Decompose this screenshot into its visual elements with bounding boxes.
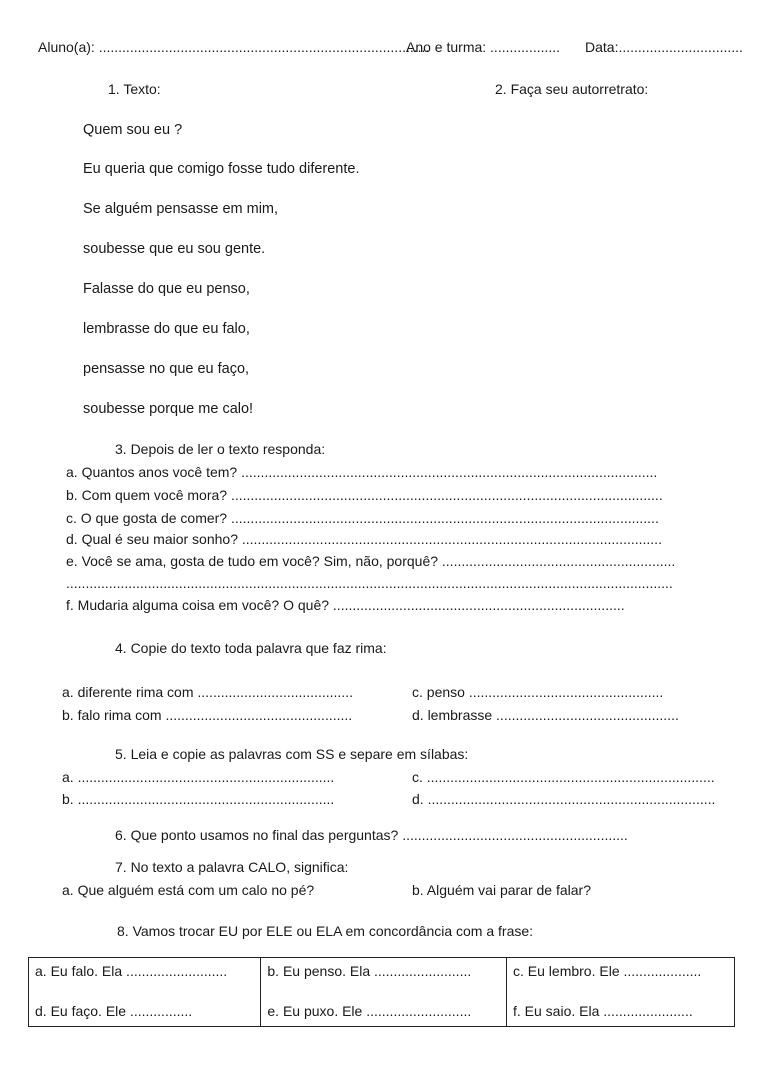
q8-cell-top: a. Eu falo. Ela .......................... <box>35 963 228 979</box>
q8-cell <box>29 958 261 1027</box>
poem-line: soubesse porque me calo! <box>83 401 254 417</box>
q3-item-e-continuation: ............................................................................................................................................................ <box>66 575 673 591</box>
q7-title: 7. No texto a palavra CALO, significa: <box>115 859 349 875</box>
q3-item-a: a. Quantos anos você tem? ........................................................................................................... <box>66 464 658 480</box>
q3-item-f: f. Mudaria alguma coisa em você? O quê? ........................................................................... <box>66 597 625 613</box>
q4-title: 4. Copie do texto toda palavra que faz rima: <box>115 640 387 656</box>
q5-item-d: d. .......................................................................... <box>412 791 716 807</box>
poem-line: Se alguém pensasse em mim, <box>83 201 279 217</box>
q5-item-a: a. .................................................................. <box>62 769 335 785</box>
q7-option-b: b. Alguém vai parar de falar? <box>412 882 591 898</box>
student-name-line: Aluno(a): ..................................................................................... <box>38 39 430 55</box>
q8-table <box>28 957 735 1027</box>
q3-item-e: e. Você se ama, gosta de tudo em você? Sim, não, porquê? ............................................................ <box>66 553 676 569</box>
q8-cell-top: c. Eu lembro. Ele .................... <box>513 963 702 979</box>
q3-title: 3. Depois de ler o texto responda: <box>115 441 326 457</box>
q8-cell-bottom: d. Eu faço. Ele ................ <box>35 1003 193 1019</box>
q8-cell-top: b. Eu penso. Ela ......................... <box>267 963 472 979</box>
date-line: Data:................................ <box>585 39 743 55</box>
year-class-line: Ano e turma: .................. <box>406 39 561 55</box>
q5-title: 5. Leia e copie as palavras com SS e separe em sílabas: <box>115 746 469 762</box>
q7-option-a: a. Que alguém está com um calo no pé? <box>62 882 315 898</box>
q4-item-a: a. diferente rima com ........................................ <box>62 684 353 700</box>
poem-line: pensasse no que eu faço, <box>83 361 250 377</box>
poem-line: Quem sou eu ? <box>83 122 183 138</box>
q2-title: 2. Faça seu autorretrato: <box>495 81 649 97</box>
poem-line: lembrasse do que eu falo, <box>83 321 250 337</box>
q8-title: 8. Vamos trocar EU por ELE ou ELA em concordância com a frase: <box>117 923 534 939</box>
q4-item-c: c. penso .................................................. <box>412 684 664 700</box>
q6-line: 6. Que ponto usamos no final das perguntas? .......................................................... <box>115 827 628 843</box>
q4-item-d: d. lembrasse ............................................... <box>412 707 679 723</box>
q3-item-d: d. Qual é seu maior sonho? ............................................................................................................ <box>66 531 662 547</box>
q3-item-b: b. Com quem você mora? ............................................................................................................... <box>66 487 663 503</box>
q8-cell-bottom: f. Eu saio. Ela ....................... <box>513 1003 693 1019</box>
poem-line: Falasse do que eu penso, <box>83 281 250 297</box>
q3-item-c: c. O que gosta de comer? .............................................................................................................. <box>66 510 659 526</box>
q8-cell <box>261 958 507 1027</box>
q1-title: 1. Texto: <box>108 81 161 97</box>
q8-cell-bottom: e. Eu puxo. Ele ........................... <box>267 1003 472 1019</box>
q8-cell <box>507 958 735 1027</box>
poem-line: soubesse que eu sou gente. <box>83 241 266 257</box>
q5-item-b: b. .................................................................. <box>62 791 335 807</box>
q5-item-c: c. .......................................................................... <box>412 769 715 785</box>
poem-line: Eu queria que comigo fosse tudo diferente. <box>83 161 360 177</box>
q4-item-b: b. falo rima com ................................................ <box>62 707 353 723</box>
